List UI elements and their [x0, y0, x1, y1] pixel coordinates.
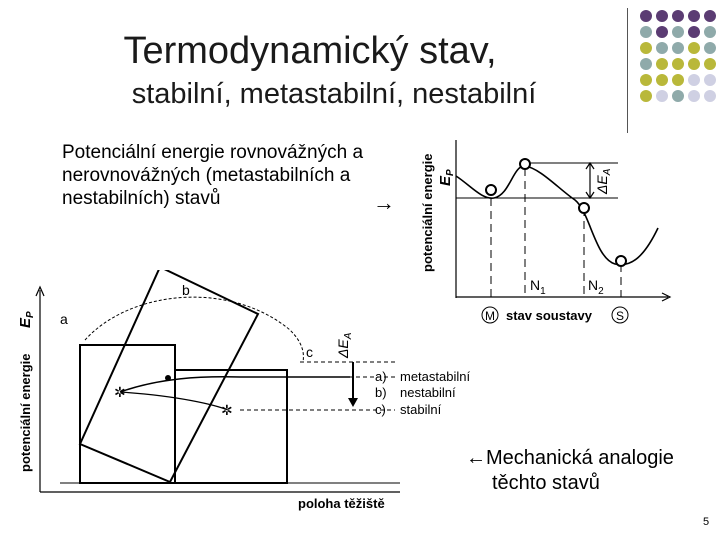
ball-metastable	[486, 185, 496, 195]
legend-text-c: stabilní	[400, 402, 442, 417]
block-label-a: a	[60, 311, 68, 327]
gravity-center-b	[165, 375, 171, 381]
legend-key-c: c)	[375, 402, 386, 417]
decorative-dot	[656, 42, 668, 54]
decorative-dot	[640, 26, 652, 38]
energy-curve	[456, 166, 658, 265]
legend-text-b: nestabilní	[400, 385, 456, 400]
bottom-y-axis-label: potenciální energie	[18, 353, 33, 472]
decorative-dot	[688, 42, 700, 54]
decorative-dot	[672, 58, 684, 70]
decorative-dot	[672, 26, 684, 38]
decorative-dot	[672, 74, 684, 86]
caption-line1: Mechanická analogie	[486, 447, 674, 469]
caption-line2: těchto stavů	[492, 472, 600, 494]
decorative-dot	[688, 74, 700, 86]
bottom-delta-ea-arrowhead	[348, 398, 358, 407]
decorative-dot	[640, 42, 652, 54]
decorative-dot	[688, 10, 700, 22]
ball-stable	[616, 256, 626, 266]
page-number: 5	[703, 516, 710, 528]
decorative-dot	[656, 10, 668, 22]
decorative-dot	[656, 74, 668, 86]
top-x-axis-label: stav soustavy	[506, 308, 592, 323]
block-label-c: c	[306, 344, 313, 360]
intro-arrow-icon: →	[373, 190, 395, 215]
bottom-x-axis-label: poloha těžiště	[298, 496, 385, 511]
decorative-dot	[704, 42, 716, 54]
decorative-dot	[656, 90, 668, 102]
top-y-axis-label: potenciální energie	[420, 153, 435, 272]
bottom-delta-ea-label: $\Delta E_A$	[335, 332, 354, 358]
decorative-dot	[640, 58, 652, 70]
decorative-dot	[688, 58, 700, 70]
legend-key-b: b)	[375, 385, 387, 400]
decorative-dot	[704, 74, 716, 86]
decorative-dot	[704, 10, 716, 22]
decorative-dot	[704, 90, 716, 102]
caption	[466, 446, 674, 496]
ball-unstable	[579, 203, 589, 213]
decorative-dot	[640, 10, 652, 22]
decorative-dot	[640, 74, 652, 86]
decorative-dot	[656, 58, 668, 70]
m-label: M	[485, 309, 495, 323]
decorative-dot	[672, 90, 684, 102]
block-label-b: b	[182, 282, 190, 298]
gravity-center-c: ✲	[221, 402, 233, 418]
center-trajectory	[120, 377, 350, 392]
top-y-axis-symbol: $E_P$	[437, 169, 456, 186]
decorative-dot	[704, 26, 716, 38]
slide-title-line2: stabilní, metastabilní, nestabilní	[131, 78, 537, 110]
bottom-y-axis-symbol: $E_P$	[17, 311, 36, 328]
gravity-arc	[85, 297, 303, 362]
s-label: S	[616, 309, 625, 323]
legend-text-a: metastabilní	[400, 369, 471, 384]
n2-label: $N_2$	[588, 277, 604, 297]
intro-text: Potenciální energie rovnovážných a nerovnovážných (metastabilních a nestabilních) stavů	[62, 142, 364, 209]
ball-barrier	[520, 159, 530, 169]
caption-arrow-icon: ←	[466, 447, 486, 469]
decorative-dot	[704, 58, 716, 70]
decorative-dot	[672, 10, 684, 22]
decorative-dot	[688, 90, 700, 102]
decorative-dot	[656, 26, 668, 38]
block-lying	[175, 370, 287, 483]
decorative-dot	[688, 26, 700, 38]
top-delta-ea-label: $\Delta E_A$	[594, 168, 613, 194]
decorative-divider	[627, 8, 628, 133]
decorative-dot	[672, 42, 684, 54]
gravity-center-a: ✲	[114, 384, 126, 400]
decorative-dot	[640, 90, 652, 102]
legend-key-a: a)	[375, 369, 387, 384]
n1-label: $N_1$	[530, 277, 546, 297]
slide-title-line1: Termodynamický stav,	[123, 30, 497, 72]
mechanical-analogy-diagram	[10, 270, 490, 520]
